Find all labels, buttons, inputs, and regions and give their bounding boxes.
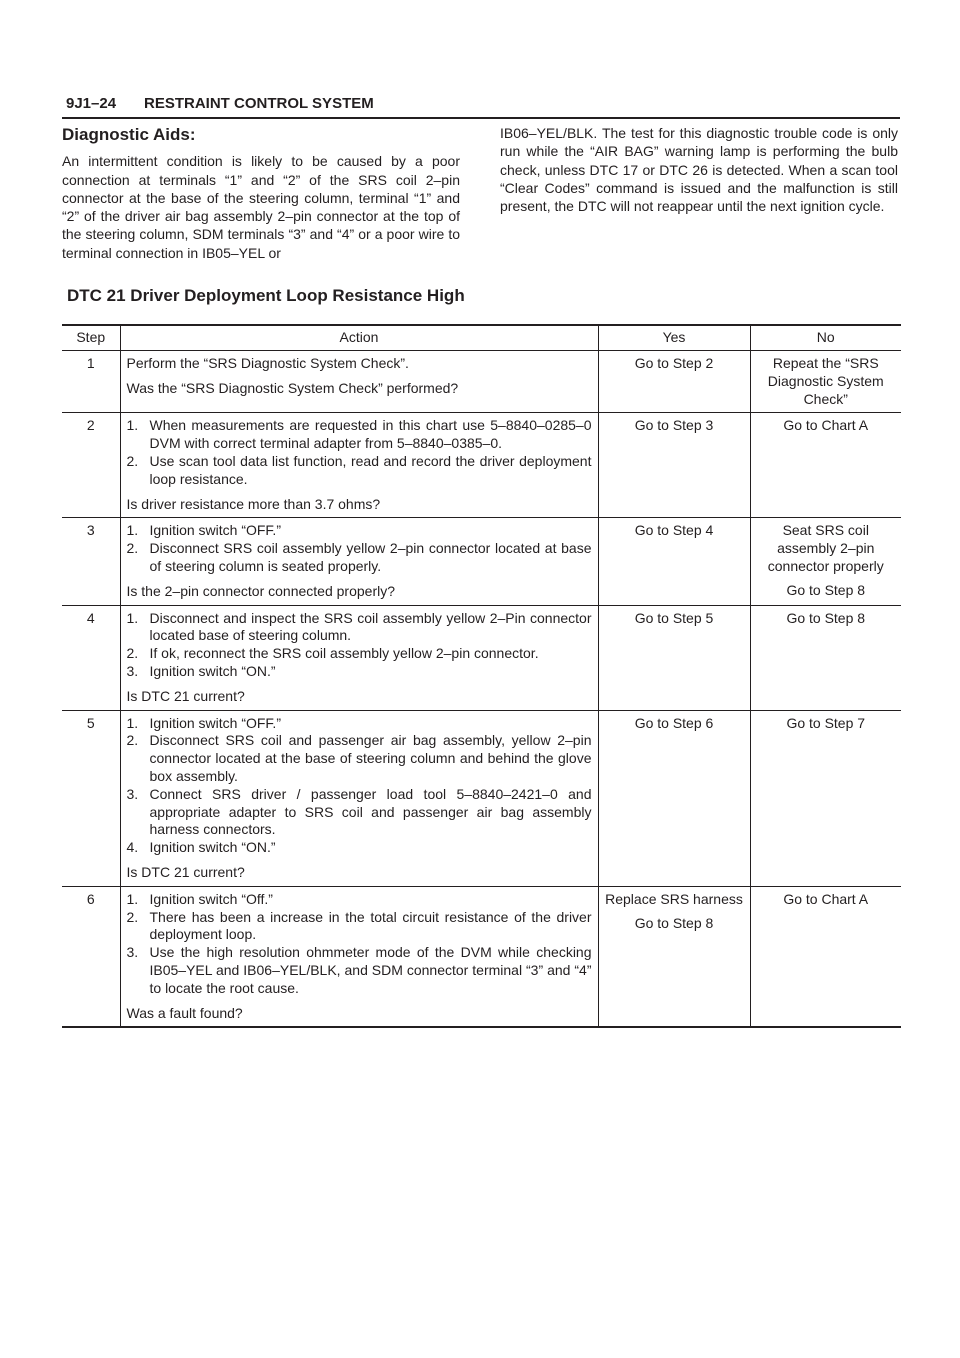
action-steps-list xyxy=(127,891,592,998)
header-action: Action xyxy=(120,325,598,351)
step-number: 1 xyxy=(62,351,120,413)
action-steps-list xyxy=(127,715,592,857)
action-step-number: 3. xyxy=(126,662,139,679)
action-step-item xyxy=(127,715,592,733)
table-row xyxy=(62,351,901,413)
action-step-text: Disconnect SRS coil assembly yellow 2–pin connector located at base of steering column is seated properly. xyxy=(149,540,592,574)
action-question: Is the 2–pin connector connected properly? xyxy=(126,582,396,599)
step-number: 3 xyxy=(62,518,120,605)
step-number: 6 xyxy=(62,886,120,1027)
action-step-text: Use scan tool data list function, read and record the driver deployment loop resistance. xyxy=(149,452,592,487)
action-step-text: Ignition switch “Off.” xyxy=(149,890,273,907)
action-question: Was a fault found? xyxy=(126,1004,243,1021)
yes-cell xyxy=(598,518,750,605)
action-step-item xyxy=(127,417,592,453)
action-cell xyxy=(120,413,598,518)
action-step-number: 1. xyxy=(126,522,139,539)
action-step-item xyxy=(127,786,592,839)
yes-cell xyxy=(598,351,750,413)
action-cell xyxy=(120,710,598,886)
action-cell xyxy=(120,518,598,605)
action-step-text: Ignition switch “OFF.” xyxy=(149,522,281,539)
action-steps-list xyxy=(127,522,592,575)
diagnostic-steps-table xyxy=(62,324,901,1028)
action-step-item xyxy=(127,891,592,909)
yes-result: Go to Step 4 xyxy=(634,522,714,539)
action-step-number: 1. xyxy=(126,609,139,626)
no-cell xyxy=(750,710,901,886)
yes-result: Go to Step 6 xyxy=(634,714,714,731)
action-step-number: 2. xyxy=(126,908,139,925)
action-step-text: Disconnect and inspect the SRS coil assembly yellow 2–Pin connector located base of steering column. xyxy=(149,609,592,644)
action-step-item xyxy=(127,453,592,489)
no-cell xyxy=(750,351,901,413)
action-question: Is driver resistance more than 3.7 ohms? xyxy=(126,495,381,512)
yes-result: Go to Step 3 xyxy=(634,417,714,434)
yes-result: Go to Step 2 xyxy=(634,355,714,371)
action-step-text: Connect SRS driver / passenger load tool 5–8840–2421–0 and appropriate adapter to SRS coil and passenger air bag assembly harness connectors. xyxy=(149,785,592,838)
action-step-text: Ignition switch “ON.” xyxy=(149,662,276,679)
no-result: Go to Chart A xyxy=(783,417,869,434)
action-step-item xyxy=(127,839,592,857)
no-cell xyxy=(750,413,901,518)
yes-result: Go to Step 5 xyxy=(634,609,714,626)
action-step-number: 1. xyxy=(126,714,139,731)
action-step-number: 2. xyxy=(126,645,139,662)
diagnostic-aids-left-column xyxy=(62,122,460,262)
yes-cell xyxy=(598,413,750,518)
action-step-number: 2. xyxy=(126,452,139,469)
action-step-text: Ignition switch “ON.” xyxy=(149,839,276,856)
page-header xyxy=(62,93,900,119)
action-question: Is DTC 21 current? xyxy=(126,863,245,880)
step-number: 4 xyxy=(62,605,120,710)
no-result: Go to Chart A xyxy=(783,890,869,907)
action-step-item xyxy=(127,540,592,576)
action-question: Was the “SRS Diagnostic System Check” performed? xyxy=(126,379,459,396)
action-step-text: Disconnect SRS coil and passenger air bag assembly, yellow 2–pin connector located at the base of steering column and behind the glove box assembly. xyxy=(149,732,592,784)
diagnostic-aids-text-right: IB06–YEL/BLK. The test for this diagnostic trouble code is only run while the “AIR BAG” warning lamp is performing the bulb check, unless DTC 17 or DTC 26 is detected. When a scan tool “Clear Codes” command is issued and the malfunction is still present, the DTC will not reappear until the next ignition cycle. xyxy=(500,125,898,215)
no-result: Go to Step 7 xyxy=(786,714,866,731)
action-cell xyxy=(120,351,598,413)
action-step-number: 4. xyxy=(126,839,139,856)
dtc-title: DTC 21 Driver Deployment Loop Resistance High xyxy=(67,286,465,305)
action-step-number: 1. xyxy=(126,890,139,907)
action-step-item xyxy=(127,645,592,663)
diagnostic-aids-heading: Diagnostic Aids: xyxy=(62,125,196,144)
no-cell xyxy=(750,886,901,1027)
action-steps-list xyxy=(127,610,592,681)
diagnostic-aids-right-column xyxy=(500,124,898,215)
no-next-step: Go to Step 8 xyxy=(786,581,866,598)
header-no: No xyxy=(750,325,901,351)
table-row xyxy=(62,518,901,605)
table-header-row xyxy=(62,325,901,351)
action-step-item xyxy=(127,610,592,646)
diagnostic-aids-text-left: An intermittent condition is likely to be caused by a poor connection at terminals “1” and “2” of the SRS coil 2–pin connector at the base of the steering column, terminal “1” and “2” of the driver air bag assembly 2–pin connector at the top of the steering column, SDM terminals “3” and “4” or a poor wire to terminal connection in IB05–YEL or xyxy=(62,153,460,261)
action-step-number: 2. xyxy=(126,732,139,749)
no-result: Go to Step 8 xyxy=(786,609,866,626)
action-step-number: 3. xyxy=(126,785,139,802)
header-yes: Yes xyxy=(598,325,750,351)
action-question: Is DTC 21 current? xyxy=(126,687,245,704)
yes-cell xyxy=(598,605,750,710)
table-row xyxy=(62,605,901,710)
action-step-item xyxy=(127,732,592,785)
action-step-item xyxy=(127,909,592,945)
no-cell xyxy=(750,518,901,605)
yes-result: Replace SRS harness xyxy=(605,890,743,907)
table-row xyxy=(62,710,901,886)
yes-next-step: Go to Step 8 xyxy=(634,914,714,931)
step-number: 2 xyxy=(62,413,120,518)
action-step-number: 3. xyxy=(126,944,139,961)
step-number: 5 xyxy=(62,710,120,886)
no-result: Seat SRS coil assembly 2–pin connector properly xyxy=(767,522,884,574)
action-step-text: If ok, reconnect the SRS coil assembly yellow 2–pin connector. xyxy=(149,645,539,662)
action-step-text: Ignition switch “OFF.” xyxy=(149,714,281,731)
action-step-text: When measurements are requested in this chart use 5–8840–0285–0 DVM with correct terminal adapter from 5–8840–0385–0. xyxy=(149,417,592,452)
yes-cell xyxy=(598,710,750,886)
action-steps-list xyxy=(127,417,592,488)
action-step-item xyxy=(127,663,592,681)
no-result: Repeat the “SRS Diagnostic System Check” xyxy=(767,355,884,407)
header-step: Step xyxy=(62,325,120,351)
section-title: RESTRAINT CONTROL SYSTEM xyxy=(144,95,374,112)
action-step-number: 2. xyxy=(126,540,139,557)
action-step-text: Use the high resolution ohmmeter mode of the DVM while checking IB05–YEL and IB06–YEL/BLK, and SDM connector terminal “3” and “4” to locate the root cause. xyxy=(149,944,592,996)
table-row xyxy=(62,886,901,1027)
action-step-item xyxy=(127,522,592,540)
action-step-text: There has been a increase in the total circuit resistance of the driver deployment loop. xyxy=(149,908,592,943)
action-step-item xyxy=(127,944,592,997)
no-cell xyxy=(750,605,901,710)
action-intro: Perform the “SRS Diagnostic System Check”. xyxy=(126,355,409,371)
action-cell xyxy=(120,886,598,1027)
action-cell xyxy=(120,605,598,710)
action-step-number: 1. xyxy=(126,417,139,434)
table-row xyxy=(62,413,901,518)
yes-cell xyxy=(598,886,750,1027)
page-number: 9J1–24 xyxy=(66,95,117,112)
